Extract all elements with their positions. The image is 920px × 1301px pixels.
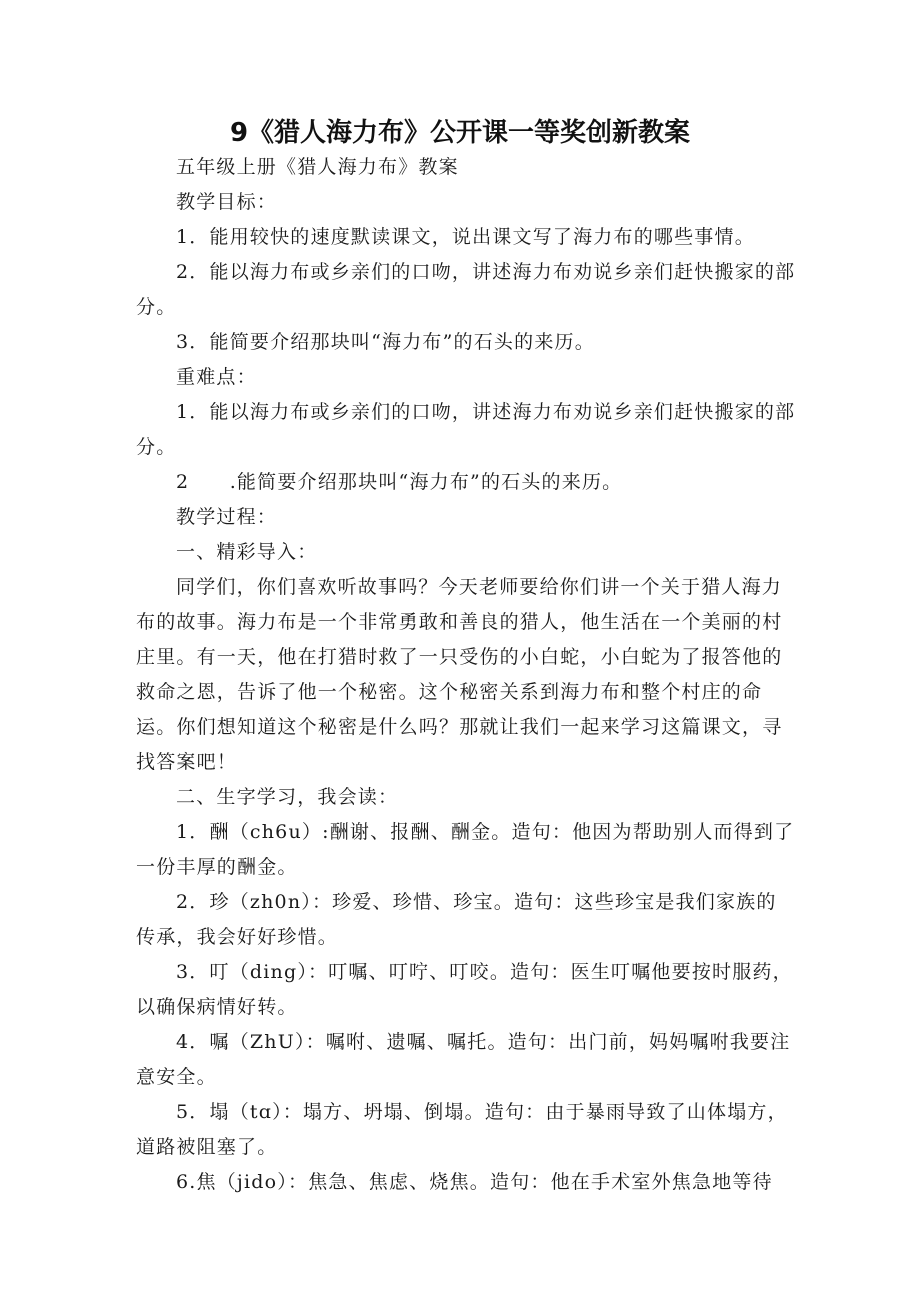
paragraph-intro-story: 同学们，你们喜欢听故事吗？今天老师要给你们讲一个关于猎人海力布的故事。海力布是一个非常勇敢和善良的猎人，他生活在一个美丽的村庄里。有一天，他在打猎时救了一只受伤的小白蛇，小白蛇为了报答他的救命之恩，告诉了他一个秘密。这个秘密关系到海力布和整个村庄的命运。你们想知道这个秘密是什么吗？那就让我们一起来学习这篇课文，寻找答案吧！ bbox=[136, 576, 783, 773]
paragraph-char-3: 3．叮（ding）：叮嘱、叮咛、叮咬。造句：医生叮嘱他要按时服药，以确保病情好转。 bbox=[136, 961, 793, 1018]
paragraph-objective-1: 1．能用较快的速度默读课文，说出课文写了海力布的哪些事情。 bbox=[176, 226, 755, 248]
paragraph-keypoints-heading: 重难点： bbox=[176, 366, 257, 388]
paragraph-subtitle: 五年级上册《猎人海力布》教案 bbox=[176, 156, 459, 178]
paragraph-objective-2: 2．能以海力布或乡亲们的口吻，讲述海力布劝说乡亲们赶快搬家的部分。 bbox=[136, 261, 796, 318]
paragraph-objective-3: 3．能简要介绍那块叫“海力布”的石头的来历。 bbox=[176, 331, 595, 353]
paragraph-char-1: 1．酬（ch6u）:酬谢、报酬、酬金。造句：他因为帮助别人而得到了一份丰厚的酬金。 bbox=[136, 821, 795, 878]
paragraph-keypoint-1: 1．能以海力布或乡亲们的口吻，讲述海力布劝说乡亲们赶快搬家的部分。 bbox=[136, 401, 796, 458]
document-body bbox=[136, 150, 796, 1200]
paragraph-char-5: 5．塌（tɑ）：塌方、坍塌、倒塌。造句：由于暴雨导致了山体塌方，道路被阻塞了。 bbox=[136, 1101, 788, 1158]
document-title: 9《猎人海力布》公开课一等奖创新教案 bbox=[229, 118, 691, 148]
paragraph-keypoint-2: 2 .能简要介绍那块叫“海力布”的石头的来历。 bbox=[176, 471, 623, 493]
paragraph-objectives-heading: 教学目标： bbox=[176, 191, 278, 213]
paragraph-char-6: 6.焦（jido）：焦急、焦虑、烧焦。造句：他在手术室外焦急地等待 bbox=[176, 1171, 773, 1193]
paragraph-char-2: 2．珍（zh0n）：珍爱、珍惜、珍宝。造句：这些珍宝是我们家族的传承，我会好好珍惜。 bbox=[136, 891, 777, 948]
paragraph-process-heading: 教学过程： bbox=[176, 506, 278, 528]
paragraph-section-1-heading: 一、精彩导入： bbox=[176, 541, 318, 563]
paragraph-char-4: 4．嘱（ZhU）：嘱咐、遗嘱、嘱托。造句：出门前，妈妈嘱咐我要注意安全。 bbox=[136, 1031, 791, 1088]
paragraph-section-2-heading: 二、生字学习，我会读： bbox=[176, 786, 399, 808]
